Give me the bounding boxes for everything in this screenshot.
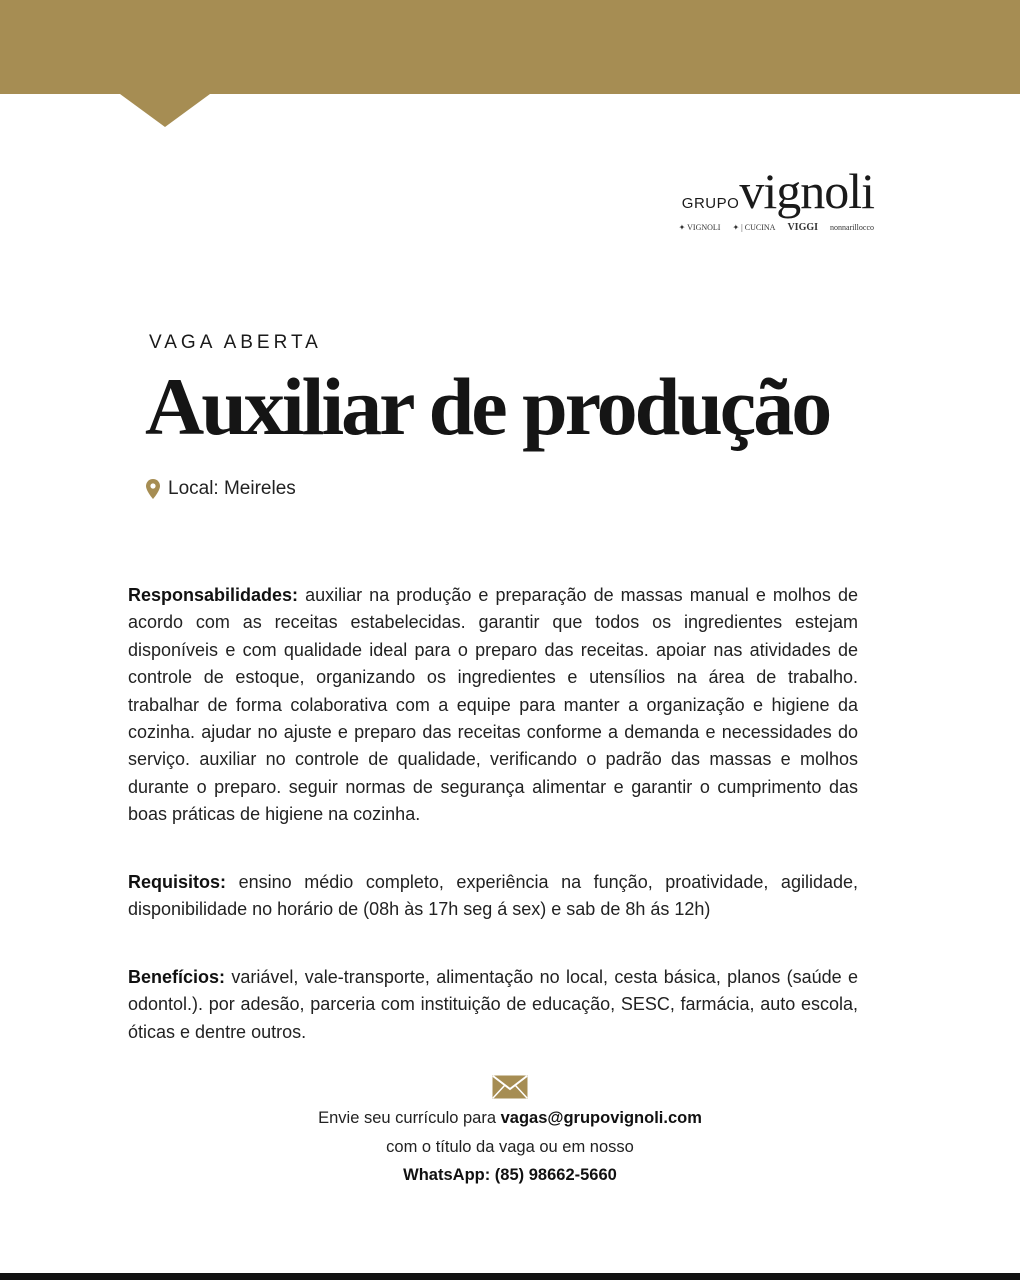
- brand-nonnarillo: nonnarillocco: [830, 223, 874, 232]
- beneficios-text: variável, vale-transporte, alimentação no local, cesta básica, planos (saúde e odontol.). por adesão, parceria com instituição de educação, SESC, farmácia, auto escola, óticas e dentre outros.: [128, 967, 858, 1042]
- responsabilidades-text: auxiliar na produção e preparação de massas manual e molhos de acordo com as receitas estabelecidas. garantir que todos os ingredientes estejam disponíveis e com qualidade ideal para o preparo das receitas. apoiar nas atividades de controle de estoque, organizando os ingredientes e utensílios na área de trabalho. trabalhar de forma colaborativa com a equipe para manter a organização e higiene da cozinha. ajudar no ajuste e preparo das receitas conforme a demanda e necessidades do serviço. auxiliar no controle de qualidade, verificando o padrão das massas e molhos durante o preparo. seguir normas de segurança alimentar e garantir o cumprimento das boas práticas de higiene na cozinha.: [128, 585, 858, 825]
- requisitos-label: Requisitos:: [128, 872, 227, 892]
- requisitos-paragraph: [128, 869, 858, 924]
- contact-block: [0, 1104, 1020, 1190]
- contact-whatsapp[interactable]: [0, 1161, 1020, 1190]
- requisitos-text: ensino médio completo, experiência na função, proatividade, agilidade, disponibilidade no horário de (08h às 17h seg á sex) e sab de 8h ás 12h): [128, 872, 858, 920]
- contact-email-link[interactable]: vagas@grupovignoli.com: [500, 1109, 702, 1127]
- contact-line-2: com o título da vaga ou em nosso: [386, 1137, 634, 1156]
- bottom-bar: [0, 1273, 1020, 1280]
- brand-viggi: VIGGI: [787, 222, 819, 233]
- top-notch: [120, 94, 210, 127]
- location-text: Local: Meireles: [168, 478, 296, 499]
- responsabilidades-paragraph: [128, 582, 858, 829]
- location: [146, 478, 296, 500]
- responsabilidades-label: Responsabilidades:: [128, 585, 299, 605]
- brand-cucina: ✦ | CUCINA: [732, 223, 776, 232]
- logo-vignoli: vignoli: [739, 163, 874, 219]
- top-band: [0, 0, 1020, 94]
- contact-line-1: [0, 1104, 1020, 1133]
- logo-grupo: GRUPO: [681, 195, 740, 212]
- beneficios-label: Benefícios:: [128, 967, 226, 987]
- brand-row: [654, 222, 874, 233]
- vaga-aberta-label: VAGA ABERTA: [149, 332, 322, 353]
- beneficios-paragraph: [128, 964, 858, 1046]
- contact-prefix: Envie seu currículo para: [318, 1109, 501, 1127]
- job-title: Auxiliar de produção: [145, 361, 830, 452]
- envelope-icon: [492, 1075, 528, 1099]
- grupo-vignoli-logo: [654, 163, 874, 233]
- whatsapp-number[interactable]: WhatsApp: (85) 98662-5660: [403, 1166, 617, 1184]
- location-pin-icon: [146, 479, 160, 499]
- logo-wordmark: [654, 163, 874, 219]
- brand-vignoli: ✦ VIGNOLI: [678, 223, 721, 232]
